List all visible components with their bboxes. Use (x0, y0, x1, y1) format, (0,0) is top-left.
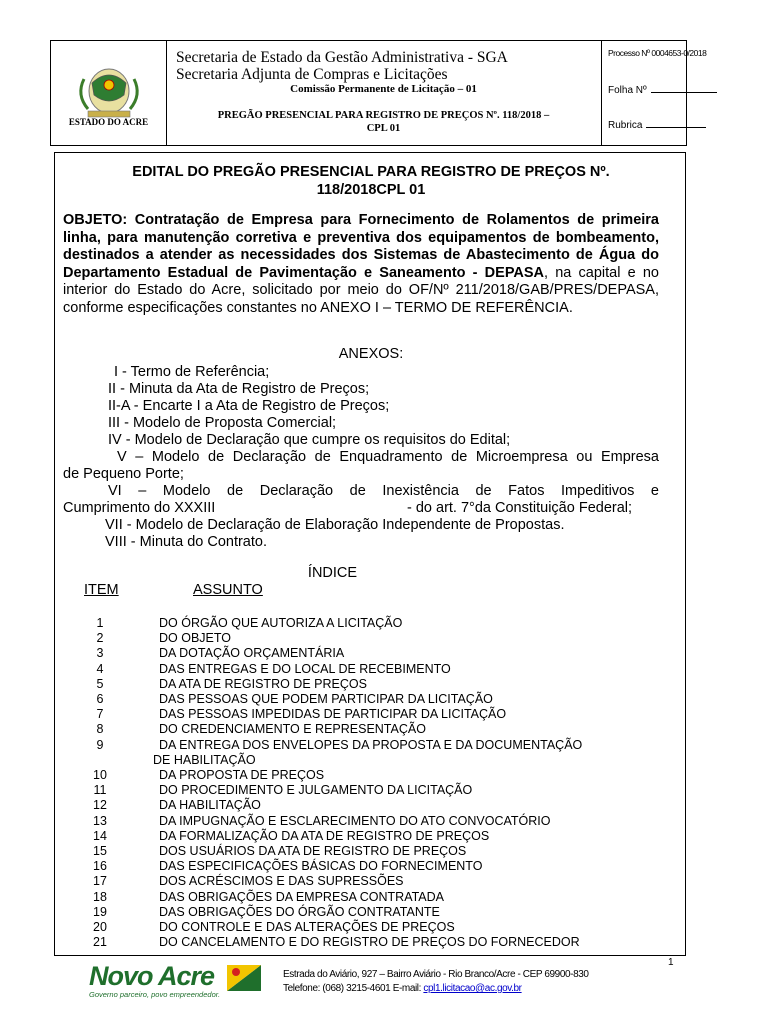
folha-label: Folha Nº (608, 85, 647, 96)
anexo-ii-a: II-A - Encarte I a Ata de Registro de Preços; (108, 398, 390, 414)
edital-title-line1: EDITAL DO PREGÃO PRESENCIAL PARA REGISTRO DE PREÇOS Nº. (132, 164, 610, 180)
indice-item-subject: DO CONTROLE E DAS ALTERAÇÕES DE PREÇOS (159, 920, 455, 934)
indice-item-subject: DO CANCELAMENTO E DO REGISTRO DE PREÇOS DO FORNECEDOR (159, 935, 580, 950)
header-title-cell (166, 41, 602, 145)
indice-item-number: 14 (93, 828, 107, 843)
anexo-vii: VII - Modelo de Declaração de Elaboração Independente de Propostas. (105, 517, 565, 533)
indice-item-subject: DAS ESPECIFICAÇÕES BÁSICAS DO FORNECIMENTO (159, 859, 483, 874)
indice-item-number: 15 (93, 844, 107, 858)
indice-item-subject: DA DOTAÇÃO ORÇAMENTÁRIA (159, 646, 345, 661)
anexo-iv: IV - Modelo de Declaração que cumpre os requisitos do Edital; (108, 432, 511, 448)
indice-item-number: 1 (96, 616, 104, 630)
indice-heading: ÍNDICE (307, 565, 358, 581)
indice-item-number: 9 (96, 737, 104, 752)
indice-item-subject: DAS PESSOAS QUE PODEM PARTICIPAR DA LICITAÇÃO (159, 692, 493, 706)
logo-text: Novo Acre (89, 961, 215, 991)
indice-item-number: 17 (93, 874, 107, 889)
logo-flag-icon (225, 963, 263, 993)
indice-item-subject: DA IMPUGNAÇÃO E ESCLARECIMENTO DO ATO CONVOCATÓRIO (159, 813, 551, 828)
process-number: Processo Nº 0004653-0/2018 (608, 48, 707, 58)
novo-acre-logo (83, 961, 273, 1003)
pregao-line-1: PREGÃO PRESENCIAL PARA REGISTRO DE PREÇOS Nº. 118/2018 – (217, 110, 550, 121)
indice-item-subject: DA HABILITAÇÃO (159, 798, 261, 813)
indice-item-number: 5 (96, 676, 104, 691)
secretariat-line: Secretaria de Estado da Gestão Administrativa - SGA (176, 49, 508, 66)
anexo-vi-line2b: - do art. 7°da Constituição Federal; (407, 500, 633, 516)
indice-item-number: 20 (93, 920, 107, 934)
anexo-ii: II - Minuta da Ata de Registro de Preços; (108, 381, 370, 397)
indice-item-number: 7 (96, 707, 104, 722)
indice-item-number: 4 (96, 661, 104, 676)
anexo-i: I - Termo de Referência; (114, 364, 270, 380)
indice-item-number: 11 (93, 783, 107, 798)
commission-line: Comissão Permanente de Licitação – 01 (290, 83, 477, 95)
indice-item-subject: DA ENTREGA DOS ENVELOPES DA PROPOSTA E DA DOCUMENTAÇÃO (159, 737, 583, 752)
indice-item-number: 18 (93, 889, 107, 904)
folha-blank-line (651, 91, 717, 93)
anexo-v-line1: V – Modelo de Declaração de Enquadramento de Microempresa ou Empresa (117, 449, 659, 465)
anexo-iii: III - Modelo de Proposta Comercial; (108, 415, 337, 431)
indice-item-subject: DA ATA DE REGISTRO DE PREÇOS (159, 676, 367, 691)
anexos-heading: ANEXOS: (338, 346, 404, 362)
pregao-line-2: CPL 01 (366, 123, 401, 134)
indice-col-item: ITEM (84, 582, 119, 598)
folha-field (608, 85, 717, 96)
indice-item-number: 8 (96, 722, 104, 737)
objeto-paragraph (63, 212, 659, 317)
indice-item-subject: DAS OBRIGAÇÕES DO ÓRGÃO CONTRATANTE (159, 904, 440, 919)
indice-item-number: 6 (96, 692, 104, 706)
indice-item-number: 2 (96, 631, 104, 646)
indice-item-subject: DAS ENTREGAS E DO LOCAL DE RECEBIMENTO (159, 661, 451, 676)
indice-col-assunto: ASSUNTO (193, 582, 263, 598)
logo-tagline: Governo parceiro, povo empreendedor. (89, 990, 221, 999)
footer-email-link[interactable]: cpl1.licitacao@ac.gov.br (423, 983, 522, 994)
objeto-rest-text: , na capital e no interior do Estado do Acre, solicitado por meio do OF/Nº 211/2018/GAB/PRES/DEPASA, conforme especificações constantes no ANEXO I – TERMO DE REFERÊNCIA. (63, 264, 659, 316)
indice-item-subject: DO OBJETO (159, 631, 232, 646)
indice-item-number: 19 (93, 904, 107, 919)
header-process-cell (601, 41, 707, 145)
footer-address: Estrada do Aviário, 927 – Bairro Aviário - Rio Branco/Acre - CEP 69900-830 (283, 969, 589, 980)
anexo-viii: VIII - Minuta do Contrato. (105, 534, 267, 550)
edital-title-line2: 118/2018CPL 01 (316, 182, 426, 198)
indice-item-subject: DOS USUÁRIOS DA ATA DE REGISTRO DE PREÇOS (159, 844, 467, 858)
sub-secretariat-line: Secretaria Adjunta de Compras e Licitações (176, 66, 448, 83)
edital-body (54, 152, 686, 956)
footer-address-block (283, 968, 589, 996)
indice-item-number: 21 (93, 935, 107, 950)
page-number: 1 (668, 957, 674, 968)
document-header (50, 40, 707, 146)
indice-item-number: 13 (93, 813, 107, 828)
indice-item-number: 16 (93, 859, 107, 874)
anexo-vi-line1: VI – Modelo de Declaração de Inexistência de Fatos Impeditivos e (108, 483, 659, 499)
state-label: ESTADO DO ACRE (68, 117, 149, 127)
rubrica-label: Rubrica (608, 120, 643, 131)
rubrica-blank-line (646, 126, 706, 128)
indice-item-subject: DA PROPOSTA DE PREÇOS (159, 768, 325, 782)
indice-item-subject: DA FORMALIZAÇÃO DA ATA DE REGISTRO DE PREÇOS (159, 828, 490, 843)
rubrica-field (608, 120, 706, 131)
indice-item-subject: DO CREDENCIAMENTO E REPRESENTAÇÃO (159, 722, 426, 737)
indice-item-number: 3 (96, 646, 104, 661)
indice-item-number: 10 (93, 768, 107, 782)
footer-phone: Telefone: (068) 3215-4601 E-mail: (283, 983, 422, 994)
indice-item-subject: DAS PESSOAS IMPEDIDAS DE PARTICIPAR DA LICITAÇÃO (159, 707, 507, 722)
indice-item-subject: DOS ACRÉSCIMOS E DAS SUPRESSÕES (159, 874, 404, 889)
indice-item-subject-cont: DE HABILITAÇÃO (153, 752, 256, 767)
anexo-v-line2: de Pequeno Porte; (63, 466, 184, 482)
objeto-bold-text: OBJETO: Contratação de Empresa para Fornecimento de Rolamentos de primeira linha, para manutenção corretiva e preventiva dos equipamentos de bombeamento, destinados a atender as necessidades dos Sistemas de Abastecimento de Água do Departamento Estadual de Pavimentação e Saneamento - DEPASA (63, 212, 659, 281)
indice-item-subject: DO PROCEDIMENTO E JULGAMENTO DA LICITAÇÃO (159, 783, 473, 798)
indice-item-subject: DAS OBRIGAÇÕES DA EMPRESA CONTRATADA (159, 889, 445, 904)
header-crest-cell (51, 41, 167, 145)
edital-title (55, 163, 687, 199)
anexo-vi-line2a: Cumprimento do XXXIII (63, 500, 216, 516)
pregao-line (166, 109, 601, 135)
indice-item-number: 12 (93, 798, 107, 813)
indice-item-subject: DO ÓRGÃO QUE AUTORIZA A LICITAÇÃO (159, 616, 403, 630)
